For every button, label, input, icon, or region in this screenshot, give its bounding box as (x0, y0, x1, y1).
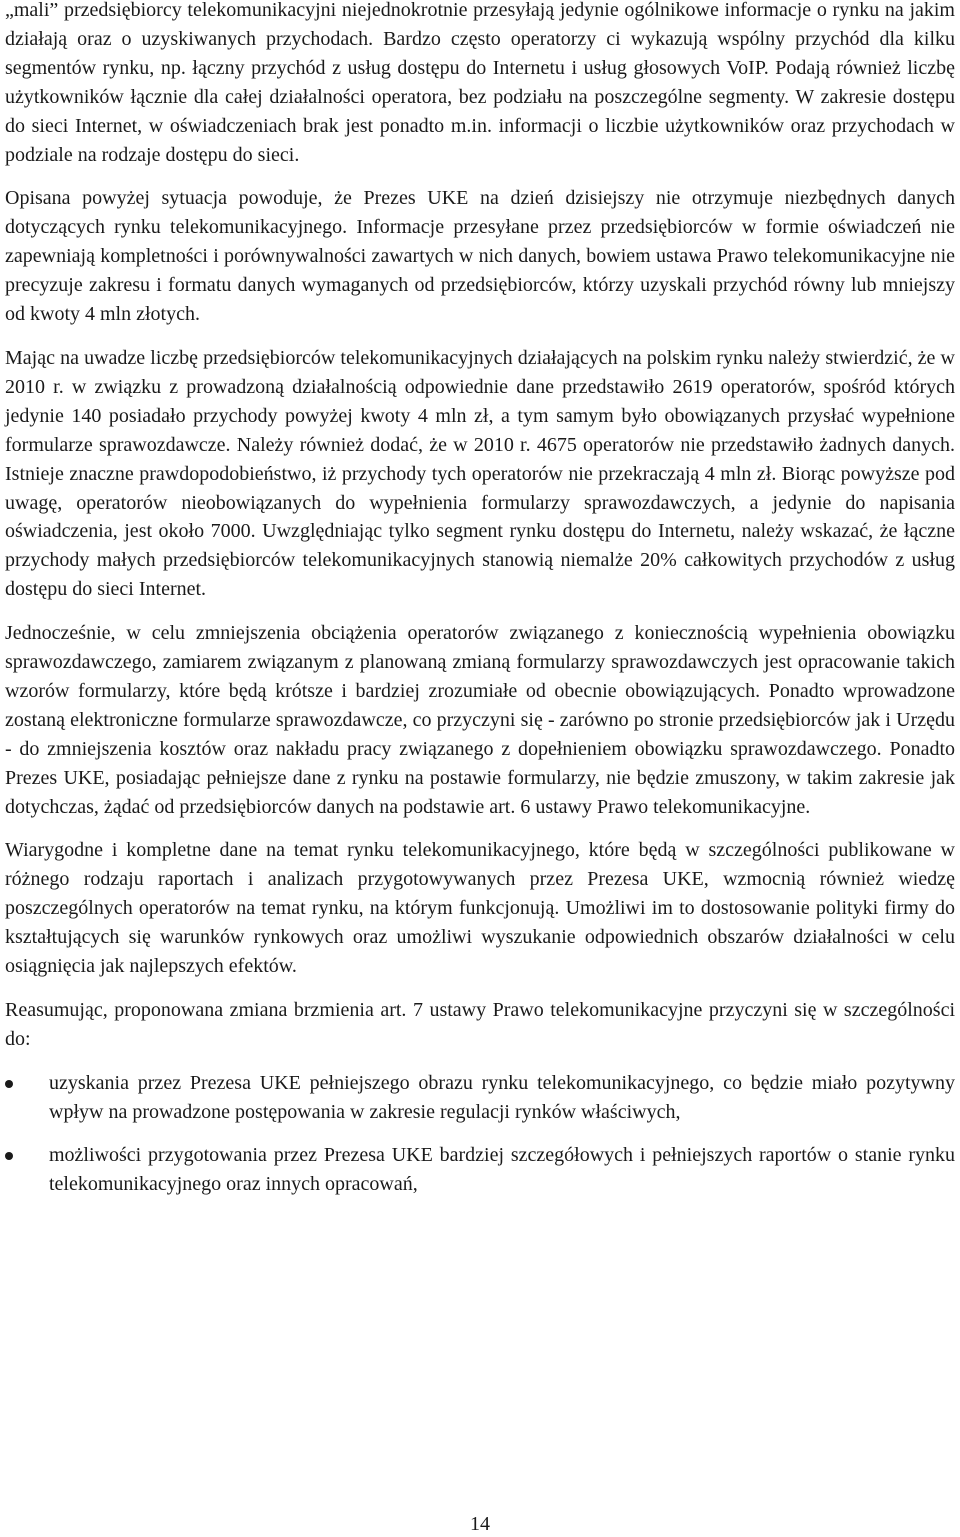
paragraph-mali-przedsiebiorcy: „mali” przedsiębiorcy telekomunikacyjni niejednokrotnie przesyłają jedynie ogólnikowe informacje o rynku na jakim działają oraz o uzyskiwanych przychodach. Bardzo często operatorzy ci wykazują wspólny przychód dla kilku segmentów rynku, np. łączny przychód z usług dostępu do Internetu i usług głosowych VoIP. Podają również liczbę użytkowników łącznie dla całej działalności operatora, bez podziału na poszczególne segmenty. W zakresie dostępu do sieci Internet, w oświadczeniach brak jest ponadto m.in. informacji o liczbie użytkowników oraz przychodach w podziale na rodzaje dostępu do sieci. (5, 0, 955, 166)
paragraph-opisana-sytuacja: Opisana powyżej sytuacja powoduje, że Prezes UKE na dzień dzisiejszy nie otrzymuje niezbędnych danych dotyczących rynku telekomunikacyjnego. Informacje przesyłane przez przedsiębiorców w formie oświadczeń nie zapewniają kompletności i porównywalności zawartych w nich danych, bowiem ustawa Prawo telekomunikacyjne nie precyzuje zakresu i formatu danych wymaganych od przedsiębiorców, którzy uzyskali przychód równy lub mniejszy od kwoty 4 mln złotych. (5, 187, 955, 326)
paragraph-reasumujac: Reasumując, proponowana zmiana brzmienia art. 7 ustawy Prawo telekomunikacyjne przyczyni się w szczególności do: (5, 999, 955, 1050)
list-item-text: możliwości przygotowania przez Prezesa UKE bardziej szczegółowych i pełniejszych raportów o stanie rynku telekomunikacyjnego oraz innych opracowań, (49, 1143, 955, 1195)
bullet-icon (5, 1152, 13, 1160)
list-item-text: uzyskania przez Prezesa UKE pełniejszego obrazu rynku telekomunikacyjnego, co będzie miało pozytywny wpływ na prowadzone postępowania w zakresie regulacji rynków właściwych, (49, 1071, 955, 1123)
paragraph-zmniejszenie-obciazenia: Jednocześnie, w celu zmniejszenia obciążenia operatorów związanego z koniecznością wypełnienia obowiązku sprawozdawczego, zamiarem związanym z planowaną zmianą formularzy sprawozdawczych jest opracowanie takich wzorów formularzy, które będą krótsze i bardziej zrozumiałe od obecnie obowiązujących. Ponadto wprowadzone zostaną elektroniczne formularze sprawozdawcze, co przyczyni się - zarówno po stronie przedsiębiorców jak i Urzędu - do zmniejszenia kosztów oraz nakładu pracy związanego z dopełnieniem obowiązku sprawozdawczego. Ponadto Prezes UKE, posiadając pełniejsze dane z rynku na postawie formularzy, nie będzie zmuszony, w takim zakresie jak dotychczas, żądać od przedsiębiorców danych na podstawie art. 6 ustawy Prawo telekomunikacyjne. (5, 622, 955, 818)
bullet-icon (5, 1080, 13, 1088)
list-item (5, 1069, 955, 1127)
paragraph-wiarygodne-dane: Wiarygodne i kompletne dane na temat rynku telekomunikacyjnego, które będą w szczególności publikowane w różnego rodzaju raportach i analizach przygotowywanych przez Prezesa UKE, wzmocnią również wiedzę poszczególnych operatorów na temat rynku, na którym funkcjonują. Umożliwi im to dostosowanie polityki firmy do kształtujących się warunków rynkowych oraz umożliwi wyszukanie odpowiednich obszarów działalności w celu osiągnięcia jak najlepszych efektów. (5, 839, 955, 978)
paragraph-liczba-przedsiebiorcow: Mając na uwadze liczbę przedsiębiorców telekomunikacyjnych działających na polskim rynku należy stwierdzić, że w 2010 r. w związku z prowadzoną działalnością odpowiednie dane przedstawiło 2619 operatorów, spośród których jedynie 140 posiadało przychody powyżej kwoty 4 mln zł, a tym samym było obowiązanych przysłać wypełnione formularze sprawozdawcze. Należy również dodać, że w 2010 r. 4675 operatorów nie przedstawiło żadnych danych. Istnieje znaczne prawdopodobieństwo, iż przychody tych operatorów nie przekraczają 4 mln zł. Biorąc powyższe pod uwagę, operatorów nieobowiązanych do wypełnienia formularzy sprawozdawczych, a jedynie do napisania oświadczenia, jest około 7000. Uwzględniając tylko segment rynku dostępu do Internetu, należy wskazać, że łączne przychody małych przedsiębiorców telekomunikacyjnych stanowią niemalże 20% całkowitych przychodów z usług dostępu do sieci Internet. (5, 346, 955, 601)
list-item (5, 1141, 955, 1199)
bullet-list (5, 1069, 955, 1199)
document-page (5, 0, 955, 1212)
page-number: 14 (470, 1513, 490, 1535)
